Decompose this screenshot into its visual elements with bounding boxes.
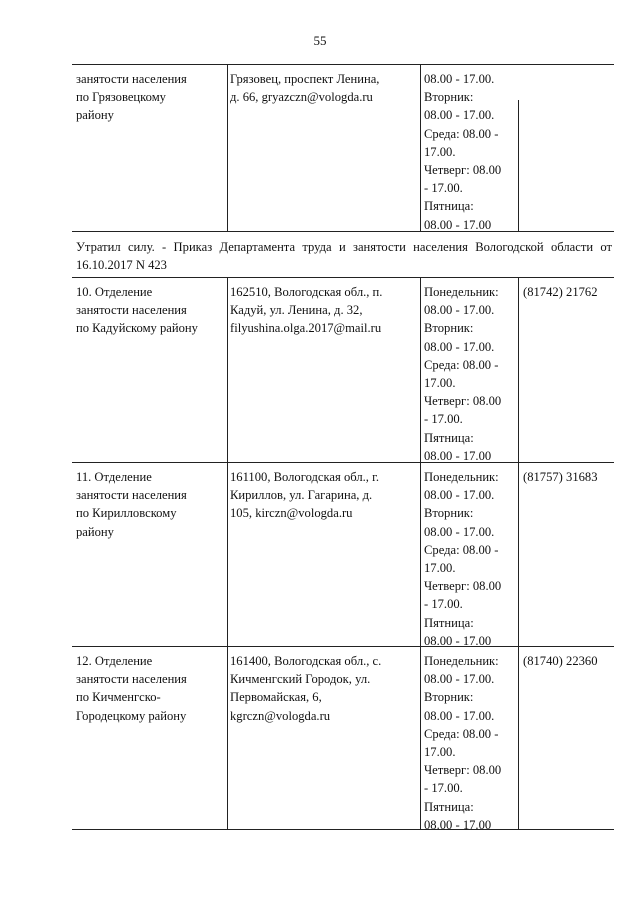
address-line: Кадуй, ул. Ленина, д. 32, [230,303,363,318]
address-line: Кириллов, ул. Гагарина, д. [230,488,373,503]
hours-line: Четверг: 08.00 [424,163,502,178]
office-hours [424,468,520,650]
office-name-line: по Кирилловскому [76,506,177,521]
hours-line: Четверг: 08.00 [424,394,502,409]
hours-line: 08.00 - 17.00 [424,217,492,232]
office-name-line: по Грязовецкому [76,90,166,105]
office-phone: (81742) 21762 [523,285,598,299]
office-name-line: занятости населения [76,488,187,503]
address-line: Грязовец, проспект Ленина, [230,72,380,86]
row-divider [72,277,614,278]
hours-line: 08.00 - 17.00 [424,817,492,832]
office-address [230,652,420,725]
hours-line: - 17.00. [424,597,463,612]
office-hours [424,70,520,234]
hours-line: 17.00. [424,376,456,391]
address-line: filyushina.olga.2017@mail.ru [230,321,382,336]
office-phone: (81757) 31683 [523,470,598,484]
hours-line: - 17.00. [424,781,463,796]
office-name [76,283,226,338]
hours-line: 08.00 - 17.00. [424,339,495,354]
hours-line: 08.00 - 17.00. [424,303,495,318]
column-divider [420,64,421,231]
row-divider [72,646,614,647]
hours-line: 08.00 - 17.00. [424,672,495,687]
hours-line: Вторник: [424,690,474,705]
office-hours [424,283,520,465]
hours-line: Вторник: [424,321,474,336]
office-hours [424,652,520,834]
office-name [76,468,226,541]
hours-line: Среда: 08.00 - [424,542,499,557]
hours-line: 08.00 - 17.00. [424,524,495,539]
office-name-line: 10. Отделение [76,285,153,299]
hours-line: Пятница: [424,199,474,214]
office-name-line: Городецкому району [76,708,187,723]
office-address [230,468,420,523]
hours-line: 08.00 - 17.00. [424,708,495,723]
hours-line: 17.00. [424,745,456,760]
hours-line: Среда: 08.00 - [424,726,499,741]
column-divider [227,277,228,829]
column-divider [227,64,228,231]
office-phone: (81740) 22360 [523,654,598,668]
address-line: 105, kirczn@vologda.ru [230,506,353,521]
office-name [76,652,226,725]
table-top-border [72,64,614,65]
office-name-line: 11. Отделение [76,470,152,484]
office-name-line: району [76,108,114,123]
address-line: Кичменгский Городок, ул. [230,672,371,687]
office-address [230,283,420,338]
hours-line: - 17.00. [424,412,463,427]
address-line: kgrczn@vologda.ru [230,708,331,723]
page-number: 55 [313,33,327,48]
office-name-line: району [76,524,114,539]
hours-line: Пятница: [424,430,474,445]
office-name-line: 12. Отделение [76,654,153,668]
row-divider [72,462,614,463]
address-line: 161100, Вологодская обл., г. [230,470,379,484]
hours-line: Понедельник: [424,470,499,484]
hours-line: Понедельник: [424,654,499,668]
hours-line: 17.00. [424,144,456,159]
repealed-note: Утратил силу. - Приказ Департамента труда и занятости населения Вологодской области от 16.10.2017 N 423 [76,240,612,273]
table-bottom-border [72,829,614,830]
hours-line: Среда: 08.00 - [424,126,499,141]
hours-line: - 17.00. [424,181,463,196]
office-name [76,70,226,125]
column-divider [420,277,421,829]
office-name-line: по Кичменгско- [76,690,161,705]
hours-line: 08.00 - 17.00 [424,633,492,648]
office-name-line: занятости населения [76,72,187,86]
hours-line: Среда: 08.00 - [424,357,499,372]
address-line: д. 66, gryazczn@vologda.ru [230,90,373,105]
hours-line: Пятница: [424,615,474,630]
hours-line: Четверг: 08.00 [424,763,502,778]
hours-line: 17.00. [424,561,456,576]
office-name-line: занятости населения [76,303,187,318]
hours-line: Понедельник: [424,285,499,299]
hours-line: 08.00 - 17.00. [424,108,495,123]
hours-line: Вторник: [424,90,474,105]
office-name-line: по Кадуйскому району [76,321,198,336]
address-line: 162510, Вологодская обл., п. [230,285,383,299]
address-line: Первомайская, 6, [230,690,322,705]
hours-line: 08.00 - 17.00 [424,448,492,463]
hours-line: Четверг: 08.00 [424,579,502,594]
address-line: 161400, Вологодская обл., с. [230,654,382,668]
hours-line: Пятница: [424,799,474,814]
office-name-line: занятости населения [76,672,187,687]
row-divider [72,231,614,232]
hours-line: 08.00 - 17.00. [424,72,495,86]
office-address [230,70,420,106]
hours-line: 08.00 - 17.00. [424,488,495,503]
hours-line: Вторник: [424,506,474,521]
